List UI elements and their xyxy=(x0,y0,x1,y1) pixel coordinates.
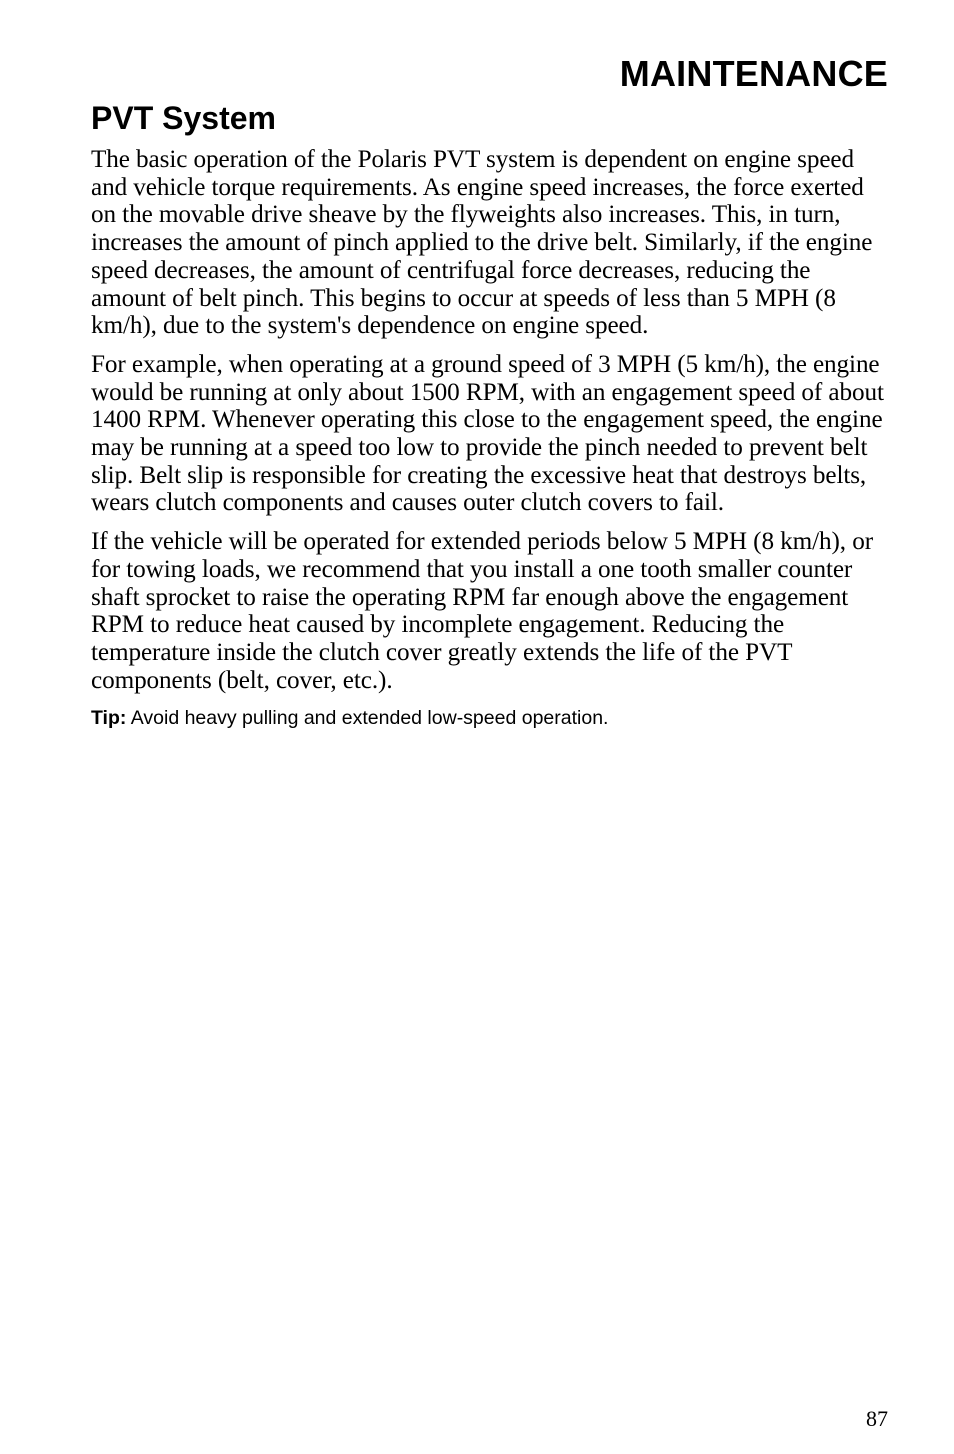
paragraph-pvt-operation: The basic operation of the Polaris PVT system is dependent on engine speed and vehicle torque requirements. As engine speed increases, the force exerted on the movable drive sheave by the flyweights also increases. This, in turn, increases the amount of pinch applied to the drive belt. Similarly, if the engine speed decreases, the amount of centrifugal force decreases, reducing the amount of belt pinch. This begins to occur at speeds of less than 5 MPH (8 km/h), due to the system's dependence on engine speed. xyxy=(91,146,873,340)
tip-label: Tip: xyxy=(91,707,127,730)
paragraph-example: For example, when operating at a ground speed of 3 MPH (5 km/h), the engine would be running at only about 1500 RPM, with an engagement speed of about 1400 RPM. Whenever operating this close to the engagement speed, the engine may be running at a speed too low to provide the pinch needed to prevent belt slip. Belt slip is responsible for creating the excessive heat that destroys belts, wears clutch components and causes outer clutch covers to fail. xyxy=(91,350,884,517)
page-number: 87 xyxy=(866,1406,888,1431)
tip-note xyxy=(91,705,891,731)
page-title: PVT System xyxy=(91,100,276,136)
paragraph-recommendation: If the vehicle will be operated for extended periods below 5 MPH (8 km/h), or for towing loads, we recommend that you install a one tooth smaller counter shaft sprocket to raise the operating RPM far enough above the engagement RPM to reduce heat caused by incomplete engagement. Reducing the temperature inside the clutch cover greatly extends the life of the PVT components (belt, cover, etc.). xyxy=(91,528,873,694)
tip-text: Avoid heavy pulling and extended low-speed operation. xyxy=(130,707,609,730)
section-header: MAINTENANCE xyxy=(619,53,888,94)
body-content xyxy=(91,146,891,731)
